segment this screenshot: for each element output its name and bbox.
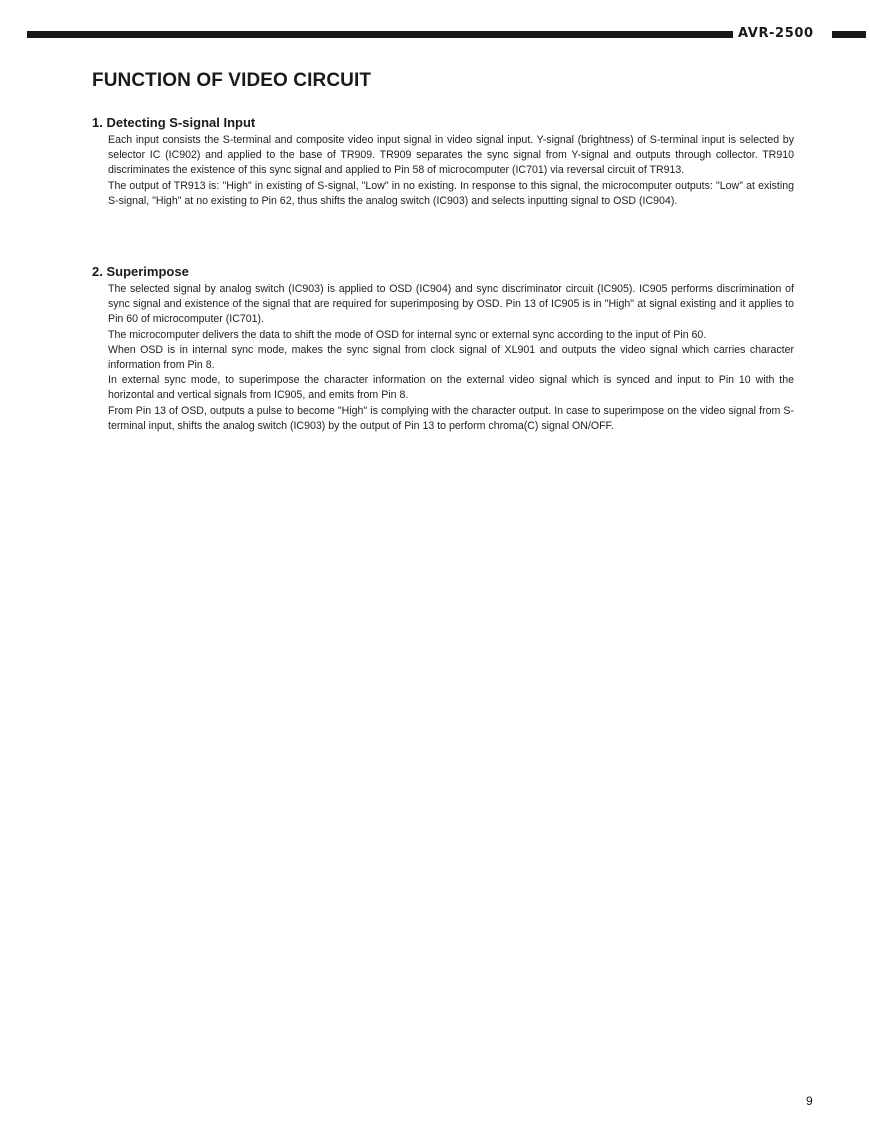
page-title: FUNCTION OF VIDEO CIRCUIT (92, 70, 372, 91)
page-number: 9 (806, 1094, 813, 1108)
paragraph: When OSD is in internal sync mode, makes the sync signal from clock signal of XL901 and outputs the video signal which carries character information from Pin 8. (108, 343, 794, 372)
paragraph: The output of TR913 is: "High" in existing of S-signal, "Low" in no existing. In response to this signal, the microcomputer outputs: "Low" at existing S-signal, "High" at no existing to Pin 62, thus shifts the analog switch (IC903) and selects inputting signal to OSD (IC904). (108, 179, 794, 207)
header-model-label: AVR-2500 (738, 26, 814, 41)
section-heading: 1. Detecting S-signal Input (92, 115, 256, 130)
section-heading: 2. Superimpose (92, 264, 189, 279)
section-detecting-s-signal (92, 115, 794, 209)
paragraph: The microcomputer delivers the data to shift the mode of OSD for internal sync or external sync according to the input of Pin 60. (108, 328, 707, 341)
paragraph: Each input consists the S-terminal and composite video input signal in video signal input. Y-signal (brightness) of S-terminal input is selected by selector IC (IC902) and applied to the base of TR909. TR909 separates the sync signal from Y-signal and outputs through collector. TR910 discriminates the existence of this sync signal and applied to Pin 58 of microcomputer (IC701) via reversal circuit of TR913. (108, 134, 794, 177)
paragraph: The selected signal by analog switch (IC903) is applied to OSD (IC904) and sync discriminator circuit (IC905). IC905 performs discrimination of sync signal and existence of the signal that are required for superimposing by OSD. Pin 13 of IC905 is in "High" at signal existing and it applies to Pin 60 of microcomputer (IC701). (108, 283, 794, 326)
header-rule-end (832, 31, 866, 38)
paragraph: In external sync mode, to superimpose the character information on the external video signal which is synced and input to Pin 10 with the horizontal and vertical signals from IC905, and emits from Pin 8. (108, 374, 794, 402)
section-superimpose (92, 264, 794, 434)
paragraph: From Pin 13 of OSD, outputs a pulse to become "High" is complying with the character output. In case to superimpose on the video signal from S-terminal input, shifts the analog switch (IC903) by the output of Pin 13 to perform chroma(C) signal ON/OFF. (108, 404, 794, 432)
header-rule (27, 31, 733, 38)
